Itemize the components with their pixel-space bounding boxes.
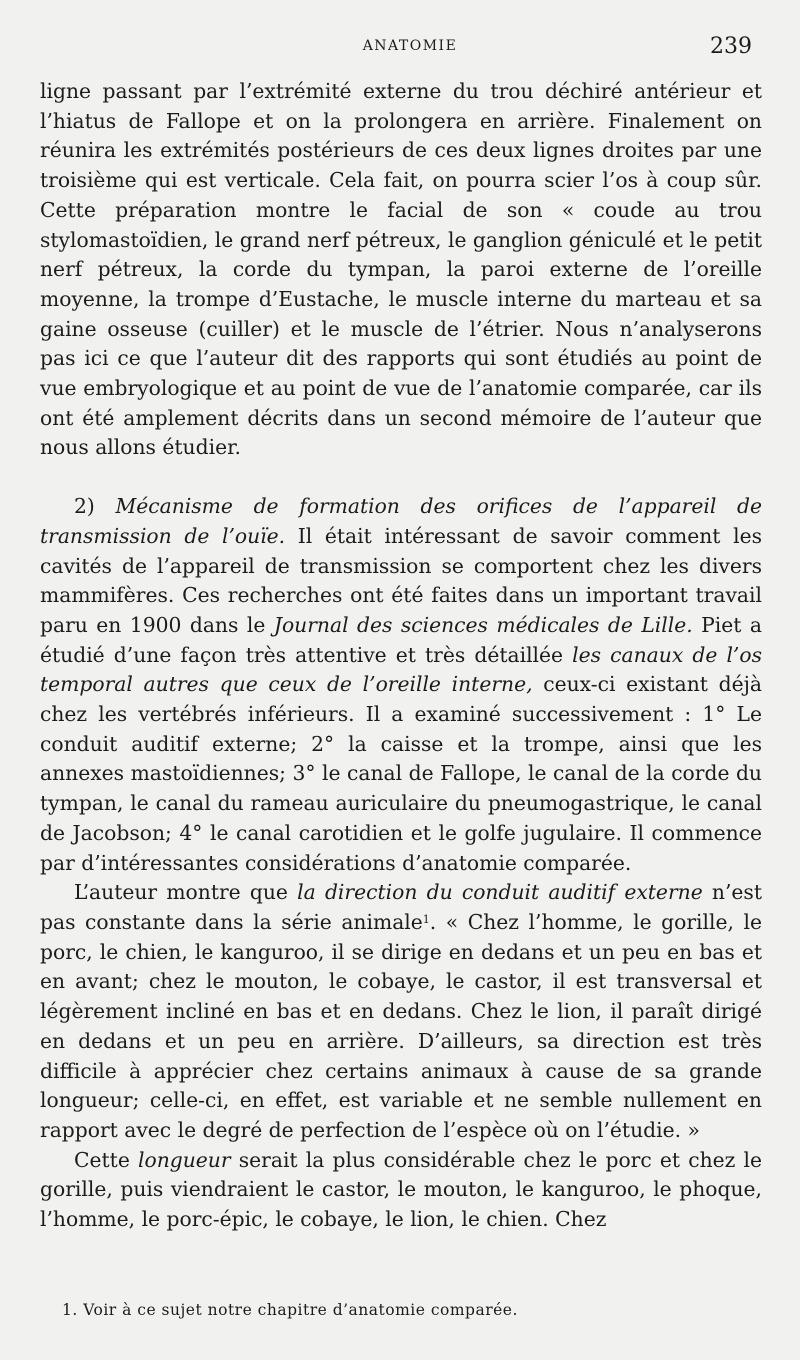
canaux-phrase: les canaux de l’os temporal autres que ceux de l’oreille interne,: [40, 642, 762, 697]
paragraph-2: [40, 492, 762, 878]
paragraph-2-text-a: Il était intéressant de savoir comment les cavités de l’appareil de transmission se comportent chez les divers mammifères. Ces recherches ont été faites dans un important travail paru en 1900 dans le: [40, 523, 762, 637]
longueur-word: longueur: [138, 1147, 231, 1172]
journal-title: Journal des sciences médicales de Lille.: [273, 612, 693, 637]
section-gap: [40, 463, 762, 492]
paragraph-1: [40, 77, 762, 463]
paragraph-4-text-a: Cette: [74, 1147, 130, 1172]
running-head: [0, 34, 800, 62]
paragraph-2-text-b: Piet a étudié d’une façon très attentive et très détaillée: [40, 612, 762, 667]
paragraph-1-text: ligne passant par l’extrémité externe du trou déchiré antérieur et l’hiatus de Fallope et on la prolongera en arrière. Finalement on réunira les extrémités postérieurs de ces deux lignes droites par une troisième qui est verticale. Cela fait, on pourra scier l’os à coup sûr. Cette préparation montre le facial de son « coude au trou stylomastoïdien, le grand nerf pétreux, le ganglion géniculé et le petit nerf pétreux, la corde du tympan, la paroi externe de l’oreille moyenne, la trompe d’Eustache, le muscle interne du marteau et sa gaine osseuse (cuiller) et le muscle de l’étrier. Nous n’analyserons pas ici ce que l’auteur dit des rapports qui sont étudiés au point de vue embryologique et au point de vue de l’anatomie comparée, car ils ont été amplement décrits dans un second mémoire de l’auteur que nous allons étudier.: [40, 79, 762, 460]
paragraph-3: [40, 878, 762, 1145]
section-title: Mécanisme de formation des orifices de l’appareil de transmission de l’ouïe.: [40, 494, 762, 548]
paragraph-3-text-c: . « Chez l’homme, le gorille, le porc, le chien, le kanguroo, il se dirige en dedans et un peu en bas et en avant; chez le mouton, le cobaye, le castor, il est transversal et légèrement incliné en bas et en dedans. Chez le lion, il paraît dirigé en dedans et un peu en arrière. D’ailleurs, sa direction est très difficile à apprécier chez certains animaux à cause de sa grande longueur; celle-ci, en effet, est variable et ne semble nullement en rapport avec le degré de perfection de l’espèce où on l’étudie. »: [40, 909, 762, 1142]
paragraph-3-text-b: n’est pas constante dans la série animale: [40, 880, 762, 934]
section-number: 2): [74, 494, 95, 519]
paragraph-4: [40, 1146, 762, 1235]
page-number: 239: [710, 34, 752, 59]
footnote: 1. Voir à ce sujet notre chapitre d’anatomie comparée.: [62, 1301, 518, 1319]
paragraph-3-text-a: L’auteur montre que: [74, 880, 288, 905]
direction-phrase: la direction du conduit auditif externe: [297, 880, 703, 905]
running-title: ANATOMIE: [362, 38, 458, 54]
paragraph-2-text-c: ceux-ci existant déjà chez les vertébrés inférieurs. Il a examiné successivement : 1° Le conduit auditif externe; 2° la caisse et la trompe, ainsi que les annexes mastoïdiennes; 3° le canal de Fallope, le canal de la corde du tympan, le canal du rameau auriculaire du pneumogastrique, le canal de Jacobson; 4° le canal carotidien et le golfe jugulaire. Il commence par d’intéressantes considérations d’anatomie comparée.: [40, 672, 762, 875]
paragraph-4-text-b: serait la plus considérable chez le porc et chez le gorille, puis viendraient le castor, le mouton, le kanguroo, le phoque, l’homme, le porc-épic, le cobaye, le lion, le chien. Chez: [40, 1147, 762, 1232]
footnote-ref: 1: [422, 912, 430, 926]
body-text: [40, 77, 762, 1235]
